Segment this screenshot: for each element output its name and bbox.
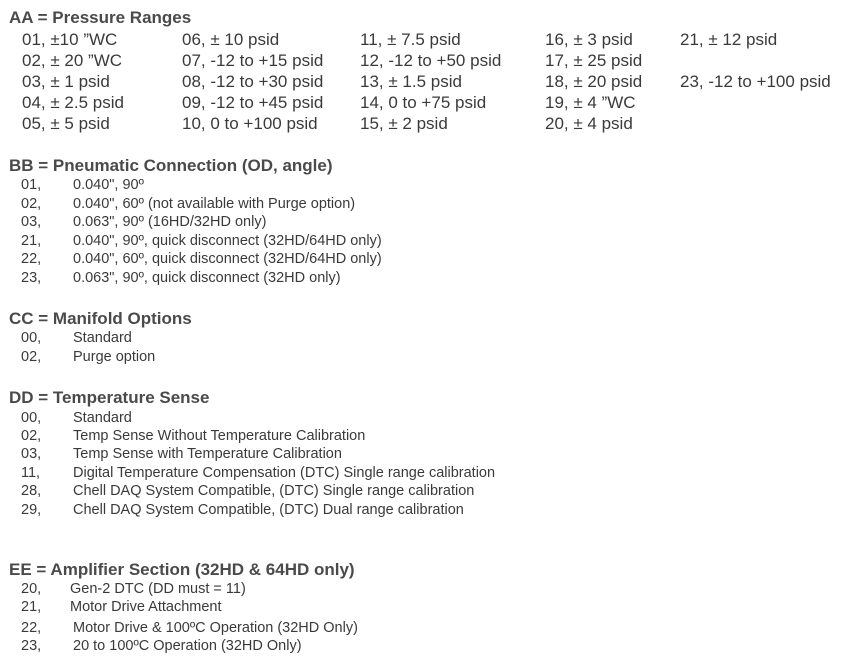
pressure-range-item: 03, ± 1 psid: [22, 72, 110, 91]
pressure-range-item: 20, ± 4 psid: [545, 114, 633, 133]
option-code: 00,: [21, 410, 42, 426]
option-description: 0.040", 90º, quick disconnect (32HD/64HD only): [73, 233, 382, 249]
manifold-options-heading: CC = Manifold Options: [9, 309, 192, 328]
option-code: 21,: [21, 599, 42, 615]
option-description: 20 to 100ºC Operation (32HD Only): [73, 638, 302, 654]
option-code: 11,: [21, 465, 41, 481]
option-code: 02,: [21, 428, 42, 444]
option-description: Temp Sense Without Temperature Calibration: [73, 428, 366, 444]
option-code: 23,: [21, 270, 42, 286]
option-code: 20,: [21, 581, 42, 597]
pressure-range-item: 07, -12 to +15 psid: [182, 51, 324, 70]
pressure-range-item: 15, ± 2 psid: [360, 114, 448, 133]
option-description: 0.063", 90º, quick disconnect (32HD only): [73, 270, 341, 286]
pressure-range-item: 21, ± 12 psid: [680, 30, 778, 49]
option-code: 22,: [21, 251, 42, 267]
pressure-range-item: 17, ± 25 psid: [545, 51, 643, 70]
option-description: Motor Drive Attachment: [70, 599, 222, 615]
option-description: 0.040", 60º, quick disconnect (32HD/64HD only): [73, 251, 382, 267]
option-description: Standard: [73, 330, 132, 346]
pressure-range-item: 02, ± 20 ”WC: [22, 51, 123, 70]
option-description: Digital Temperature Compensation (DTC) Single range calibration: [73, 465, 496, 481]
option-description: Gen-2 DTC (DD must = 11): [70, 581, 246, 597]
pressure-range-item: 13, ± 1.5 psid: [360, 72, 462, 91]
pressure-range-item: 06, ± 10 psid: [182, 30, 280, 49]
pressure-range-item: 04, ± 2.5 psid: [22, 93, 124, 112]
option-code: 22,: [21, 620, 42, 636]
option-code: 02,: [21, 196, 42, 212]
option-code: 03,: [21, 214, 42, 230]
option-code: 23,: [21, 638, 42, 654]
pressure-range-item: 14, 0 to +75 psid: [360, 93, 487, 112]
pressure-range-item: 09, -12 to +45 psid: [182, 93, 324, 112]
option-code: 29,: [21, 502, 42, 518]
option-code: 28,: [21, 483, 42, 499]
pressure-range-item: 11, ± 7.5 psid: [360, 30, 461, 49]
pressure-range-item: 12, -12 to +50 psid: [360, 51, 502, 70]
option-description: Standard: [73, 410, 132, 426]
option-description: Motor Drive & 100ºC Operation (32HD Only): [73, 620, 358, 636]
option-description: Chell DAQ System Compatible, (DTC) Dual range calibration: [73, 502, 464, 518]
option-description: Temp Sense with Temperature Calibration: [73, 446, 342, 462]
option-code: 00,: [21, 330, 42, 346]
option-description: 0.040", 90º: [73, 177, 144, 193]
option-description: 0.040", 60º (not available with Purge option): [73, 196, 356, 212]
option-code: 21,: [21, 233, 42, 249]
pneumatic-connection-heading: BB = Pneumatic Connection (OD, angle): [9, 156, 333, 175]
amplifier-section-heading: EE = Amplifier Section (32HD & 64HD only): [9, 560, 355, 579]
option-code: 02,: [21, 349, 42, 365]
pressure-range-item: 05, ± 5 psid: [22, 114, 110, 133]
pressure-range-item: 01, ±10 ”WC: [22, 30, 118, 49]
pressure-ranges-heading: AA = Pressure Ranges: [9, 8, 192, 27]
option-code: 01,: [21, 177, 42, 193]
pressure-range-item: 08, -12 to +30 psid: [182, 72, 324, 91]
pressure-range-item: 18, ± 20 psid: [545, 72, 643, 91]
option-description: Chell DAQ System Compatible, (DTC) Single range calibration: [73, 483, 475, 499]
pressure-range-item: 19, ± 4 ”WC: [545, 93, 636, 112]
option-description: 0.063", 90º (16HD/32HD only): [73, 214, 267, 230]
temperature-sense-heading: DD = Temperature Sense: [9, 388, 210, 407]
pressure-range-item: 10, 0 to +100 psid: [182, 114, 318, 133]
pressure-range-item: 23, -12 to +100 psid: [680, 72, 831, 91]
option-code: 03,: [21, 446, 42, 462]
option-description: Purge option: [73, 349, 156, 365]
pressure-range-item: 16, ± 3 psid: [545, 30, 633, 49]
